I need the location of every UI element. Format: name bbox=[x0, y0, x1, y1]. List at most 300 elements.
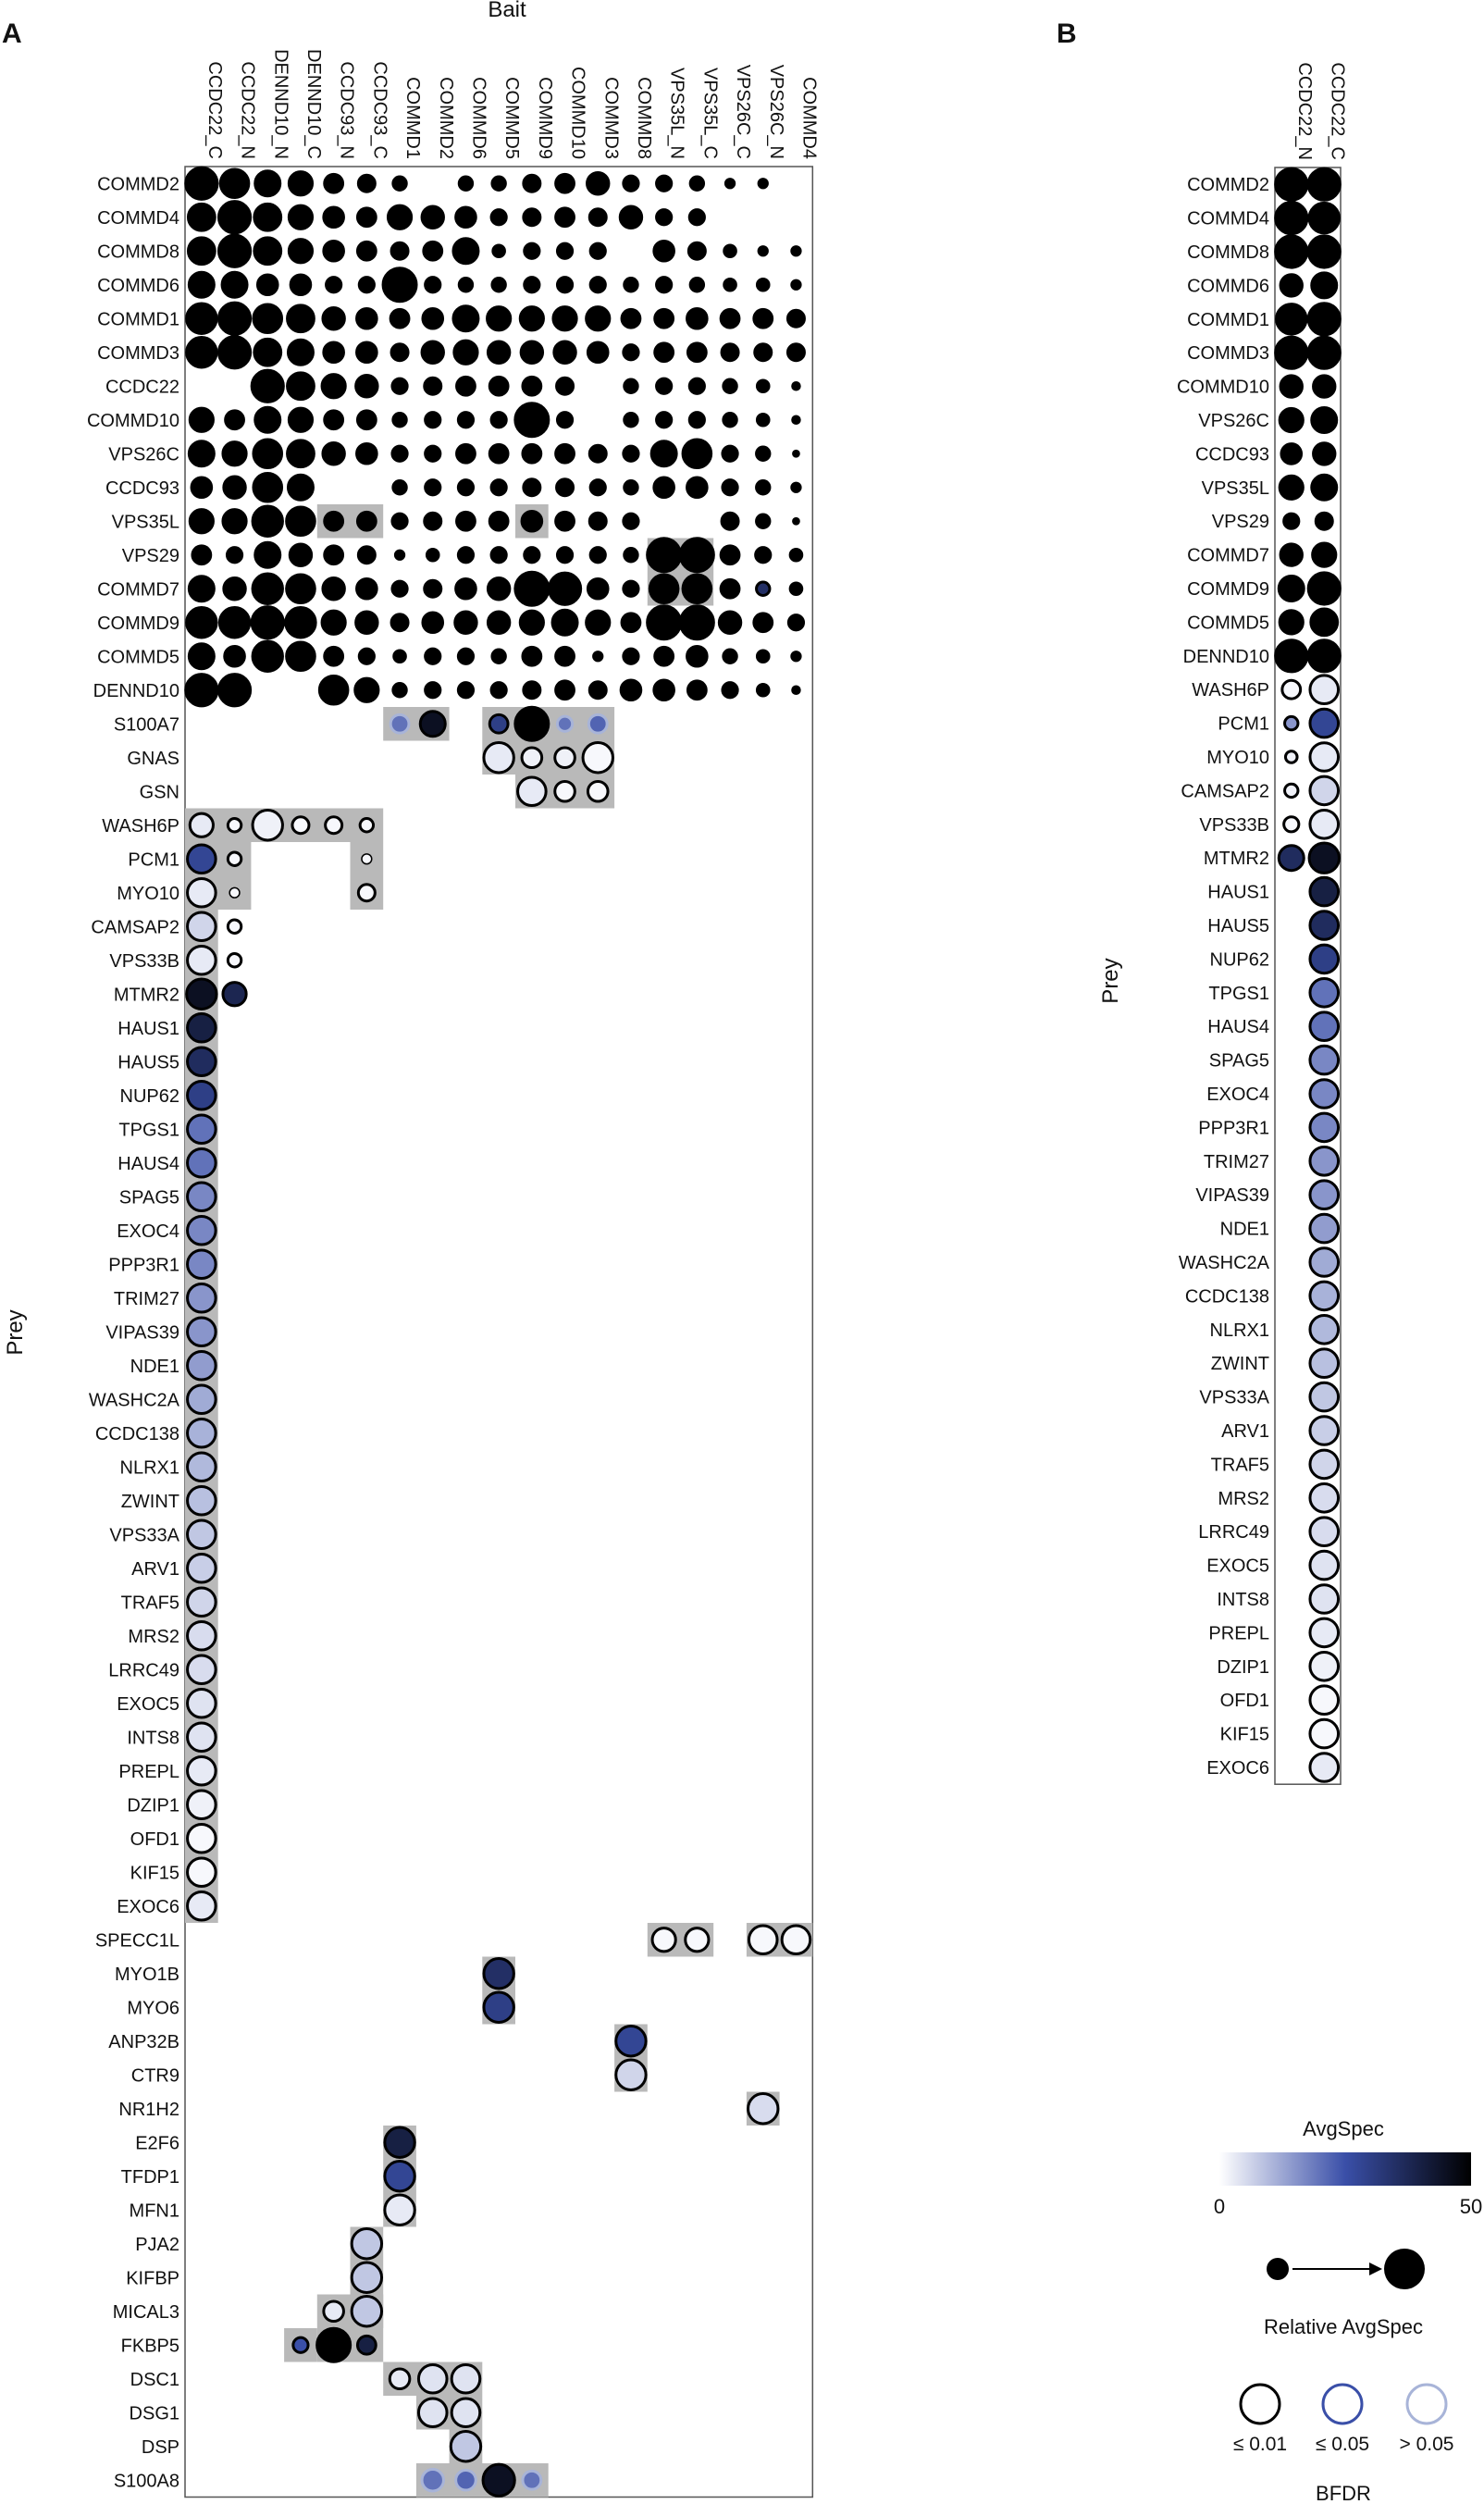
data-dot bbox=[589, 209, 606, 226]
prey-label: CCDC138 bbox=[94, 1423, 179, 1444]
data-dot bbox=[322, 611, 345, 634]
data-dot bbox=[790, 549, 802, 561]
data-dot bbox=[1308, 304, 1340, 335]
prey-label: FKBP5 bbox=[120, 2336, 179, 2357]
data-dot bbox=[1310, 1551, 1339, 1580]
data-dot bbox=[356, 376, 377, 397]
data-dot bbox=[491, 413, 506, 428]
color-gradient-bar bbox=[1219, 2152, 1471, 2186]
data-dot bbox=[651, 441, 676, 466]
data-dot bbox=[357, 308, 377, 328]
bait-label: DENND10_N bbox=[270, 49, 291, 159]
data-dot bbox=[757, 582, 770, 595]
data-dot bbox=[557, 278, 572, 292]
prey-label: SPAG5 bbox=[118, 1187, 179, 1209]
data-dot bbox=[385, 2195, 414, 2225]
data-dot bbox=[190, 510, 213, 533]
data-dot bbox=[352, 2229, 381, 2259]
data-dot bbox=[1276, 640, 1307, 672]
bait-label: VPS26C_N bbox=[765, 64, 786, 159]
data-dot bbox=[657, 210, 672, 225]
data-dot bbox=[458, 480, 473, 495]
data-dot bbox=[1285, 716, 1298, 729]
prey-label: VPS26C bbox=[1198, 411, 1269, 431]
data-dot bbox=[556, 647, 575, 665]
data-dot bbox=[257, 275, 278, 295]
data-dot bbox=[192, 477, 212, 498]
data-dot bbox=[218, 303, 250, 334]
data-dot bbox=[549, 573, 580, 604]
prey-label: COMMD1 bbox=[1187, 309, 1269, 330]
data-dot bbox=[1309, 203, 1339, 232]
data-dot bbox=[253, 574, 282, 603]
data-dot bbox=[425, 378, 441, 394]
prey-label: COMMD10 bbox=[86, 410, 179, 431]
data-dot bbox=[488, 578, 509, 600]
data-dot bbox=[188, 1148, 216, 1177]
data-dot bbox=[622, 309, 640, 328]
data-dot bbox=[190, 813, 213, 837]
data-dot bbox=[324, 2301, 344, 2322]
prey-label: WASH6P bbox=[1192, 680, 1269, 701]
data-dot bbox=[1281, 444, 1302, 465]
prey-label: WASH6P bbox=[102, 815, 179, 837]
prey-label: TRIM27 bbox=[113, 1288, 179, 1309]
prey-label: CCDC22 bbox=[105, 377, 179, 398]
prey-label: PREPL bbox=[1208, 1623, 1269, 1644]
data-dot bbox=[616, 2027, 646, 2056]
data-dot bbox=[359, 278, 374, 292]
data-dot bbox=[288, 305, 315, 332]
data-dot bbox=[188, 1520, 216, 1549]
data-dot bbox=[352, 2297, 381, 2326]
data-dot bbox=[589, 682, 606, 699]
data-dot bbox=[757, 514, 770, 527]
data-dot bbox=[356, 612, 377, 633]
data-dot bbox=[590, 278, 605, 292]
data-dot bbox=[1310, 1113, 1339, 1142]
data-dot bbox=[189, 441, 214, 466]
size-legend-large-dot bbox=[1384, 2249, 1425, 2289]
data-dot bbox=[758, 179, 768, 189]
data-dot bbox=[723, 414, 736, 427]
data-dot bbox=[791, 279, 801, 290]
prey-label: PJA2 bbox=[135, 2234, 179, 2255]
data-dot bbox=[723, 446, 737, 461]
data-dot bbox=[1308, 640, 1340, 672]
data-dot bbox=[520, 307, 543, 330]
data-dot bbox=[457, 512, 476, 530]
data-dot bbox=[484, 1992, 513, 2022]
prey-label: NUP62 bbox=[119, 1085, 179, 1107]
data-dot bbox=[792, 382, 800, 390]
data-dot bbox=[255, 407, 280, 432]
data-dot bbox=[689, 378, 704, 393]
prey-label: VPS33B bbox=[1199, 814, 1269, 836]
prey-label: VIPAS39 bbox=[105, 1322, 179, 1344]
data-dot bbox=[687, 308, 708, 328]
prey-label: PPP3R1 bbox=[1198, 1118, 1269, 1139]
data-dot bbox=[289, 172, 312, 195]
data-dot bbox=[757, 380, 769, 392]
data-dot bbox=[523, 377, 541, 395]
bfdr-label-medium: ≤ 0.05 bbox=[1315, 2434, 1370, 2455]
data-dot bbox=[1279, 576, 1304, 601]
bait-label: COMMD1 bbox=[402, 77, 424, 159]
data-dot bbox=[327, 278, 341, 292]
prey-label: HAUS4 bbox=[117, 1153, 179, 1174]
data-dot bbox=[1276, 337, 1307, 368]
bait-label: CCDC93_N bbox=[336, 61, 357, 159]
data-dot bbox=[1310, 877, 1339, 906]
prey-label: COMMD6 bbox=[1187, 276, 1269, 297]
data-dot bbox=[489, 512, 508, 530]
data-dot bbox=[522, 511, 542, 531]
data-dot bbox=[1310, 1754, 1339, 1782]
prey-label: CCDC138 bbox=[1184, 1286, 1269, 1308]
data-dot bbox=[456, 207, 476, 228]
data-dot bbox=[491, 210, 506, 225]
data-dot bbox=[458, 413, 473, 428]
data-dot bbox=[289, 408, 312, 431]
prey-label: COMMD5 bbox=[97, 647, 179, 668]
data-dot bbox=[557, 243, 572, 258]
prey-label: ZWINT bbox=[1210, 1354, 1269, 1375]
color-legend-min: 0 bbox=[1213, 2195, 1226, 2218]
data-dot bbox=[521, 341, 542, 363]
data-dot bbox=[657, 378, 672, 393]
data-dot bbox=[1276, 236, 1307, 267]
data-dot bbox=[187, 338, 216, 367]
data-dot bbox=[624, 176, 638, 191]
data-dot bbox=[687, 477, 708, 498]
data-dot bbox=[390, 714, 409, 733]
prey-label: VPS35L bbox=[1201, 477, 1269, 499]
prey-label: MTMR2 bbox=[113, 985, 179, 1006]
prey-label: COMMD8 bbox=[1187, 242, 1269, 263]
prey-label: COMMD8 bbox=[97, 242, 179, 263]
data-dot bbox=[587, 342, 608, 363]
bait-label: VPS35L_C bbox=[699, 68, 721, 159]
prey-label: CAMSAP2 bbox=[91, 917, 179, 938]
prey-label: COMMD6 bbox=[97, 275, 179, 296]
bfdr-label-weak: > 0.05 bbox=[1399, 2434, 1454, 2455]
data-dot bbox=[625, 379, 637, 392]
data-dot bbox=[1280, 476, 1303, 499]
data-dot bbox=[453, 306, 478, 331]
data-dot bbox=[188, 1723, 216, 1752]
data-dot bbox=[523, 2471, 541, 2489]
prey-label: COMMD3 bbox=[1187, 343, 1269, 365]
data-dot bbox=[1310, 1316, 1339, 1345]
data-dot bbox=[360, 819, 373, 832]
data-dot bbox=[1316, 513, 1332, 529]
prey-label: TPGS1 bbox=[118, 1120, 179, 1141]
data-dot bbox=[188, 1318, 216, 1346]
data-dot bbox=[288, 440, 315, 467]
prey-label: GSN bbox=[139, 782, 179, 803]
data-dot bbox=[192, 546, 211, 564]
data-dot bbox=[188, 946, 216, 974]
data-dot bbox=[355, 678, 378, 701]
data-dot bbox=[654, 680, 674, 700]
data-dot bbox=[557, 378, 574, 394]
data-dot bbox=[458, 548, 473, 563]
data-dot bbox=[792, 686, 800, 694]
data-dot bbox=[524, 682, 540, 699]
panel-a-letter: A bbox=[2, 19, 22, 49]
data-dot bbox=[453, 239, 478, 264]
color-legend-max: 50 bbox=[1459, 2195, 1483, 2218]
data-dot bbox=[426, 480, 440, 495]
prey-label: COMMD2 bbox=[97, 174, 179, 195]
data-dot bbox=[222, 272, 247, 297]
data-dot bbox=[359, 649, 374, 663]
prey-label: MRS2 bbox=[128, 1626, 179, 1647]
data-dot bbox=[323, 443, 344, 465]
bfdr-title: BFDR bbox=[1316, 2482, 1371, 2504]
bait-label: VPS35L_N bbox=[666, 68, 687, 159]
prey-label: VPS29 bbox=[1211, 512, 1269, 533]
data-dot bbox=[390, 2369, 410, 2389]
data-dot bbox=[1285, 784, 1298, 797]
data-dot bbox=[188, 1351, 216, 1380]
data-dot bbox=[1310, 1046, 1339, 1074]
prey-label: NDE1 bbox=[130, 1356, 179, 1377]
data-dot bbox=[188, 1621, 216, 1650]
data-dot bbox=[648, 539, 681, 572]
bait-label: COMMD5 bbox=[501, 77, 523, 159]
data-dot bbox=[491, 480, 506, 495]
data-dot bbox=[491, 683, 506, 698]
data-dot bbox=[1280, 376, 1302, 397]
data-dot bbox=[288, 475, 313, 500]
prey-label: COMMD7 bbox=[97, 579, 179, 601]
bfdr-ring-medium bbox=[1323, 2385, 1362, 2423]
data-dot bbox=[287, 507, 315, 536]
data-dot bbox=[1310, 1080, 1339, 1109]
data-dot bbox=[1312, 273, 1337, 298]
data-dot bbox=[383, 268, 416, 302]
data-dot bbox=[390, 309, 409, 328]
data-dot bbox=[188, 1689, 216, 1717]
data-dot bbox=[292, 817, 309, 834]
data-dot bbox=[228, 954, 241, 967]
bait-label: DENND10_C bbox=[303, 49, 324, 159]
data-dot bbox=[484, 1959, 513, 1989]
data-dot bbox=[1310, 1686, 1339, 1715]
data-dot bbox=[455, 612, 476, 633]
data-dot bbox=[723, 379, 736, 392]
data-dot bbox=[624, 581, 638, 596]
data-dot bbox=[293, 2337, 308, 2352]
data-dot bbox=[686, 1928, 709, 1952]
bait-label: COMMD4 bbox=[798, 77, 820, 159]
data-dot bbox=[723, 683, 737, 698]
data-dot bbox=[590, 548, 605, 563]
prey-label: EXOC5 bbox=[117, 1693, 179, 1715]
data-dot bbox=[225, 646, 245, 666]
data-dot bbox=[721, 579, 739, 598]
data-dot bbox=[1310, 776, 1339, 805]
bait-label: CCDC22_N bbox=[1293, 62, 1315, 160]
data-dot bbox=[1280, 611, 1303, 634]
data-dot bbox=[793, 451, 799, 457]
data-dot bbox=[721, 309, 739, 328]
data-dot bbox=[488, 307, 511, 330]
bait-label: CCDC22_N bbox=[237, 61, 258, 159]
data-dot bbox=[1310, 1248, 1339, 1277]
data-dot bbox=[525, 278, 539, 292]
bait-label: COMMD2 bbox=[435, 77, 456, 159]
data-dot bbox=[524, 479, 540, 496]
data-dot bbox=[1312, 475, 1337, 500]
data-dot bbox=[723, 650, 736, 663]
prey-label: VPS33A bbox=[1199, 1387, 1269, 1408]
data-dot bbox=[492, 279, 505, 291]
data-dot bbox=[524, 209, 540, 226]
prey-label: VPS35L bbox=[111, 512, 179, 533]
data-dot bbox=[188, 1115, 216, 1144]
data-dot bbox=[188, 1486, 216, 1515]
prey-label: COMMD5 bbox=[1187, 613, 1269, 634]
prey-label: COMMD4 bbox=[1187, 208, 1269, 229]
data-dot bbox=[624, 345, 638, 360]
prey-label: TRIM27 bbox=[1203, 1151, 1269, 1172]
panel-b-dotplot bbox=[1177, 62, 1347, 1784]
data-dot bbox=[748, 2094, 778, 2124]
data-dot bbox=[555, 781, 575, 801]
data-dot bbox=[391, 242, 408, 259]
data-dot bbox=[1310, 1417, 1339, 1445]
prey-label: NR1H2 bbox=[118, 2099, 179, 2120]
data-dot bbox=[1310, 1450, 1339, 1479]
data-dot bbox=[1310, 709, 1339, 738]
data-dot bbox=[689, 210, 704, 225]
data-dot bbox=[491, 548, 506, 563]
data-dot bbox=[323, 578, 344, 600]
prey-label: MICAL3 bbox=[112, 2301, 179, 2323]
data-dot bbox=[357, 443, 377, 464]
data-dot bbox=[392, 378, 407, 393]
data-dot bbox=[188, 1453, 216, 1481]
data-dot bbox=[724, 279, 736, 291]
data-dot bbox=[515, 707, 549, 740]
data-dot bbox=[392, 514, 407, 528]
data-dot bbox=[523, 647, 541, 665]
data-dot bbox=[456, 2470, 476, 2490]
data-dot bbox=[680, 606, 713, 639]
data-dot bbox=[385, 2162, 414, 2191]
prey-label: EXOC6 bbox=[117, 1896, 179, 1917]
data-dot bbox=[648, 606, 681, 639]
data-dot bbox=[254, 304, 282, 333]
data-dot bbox=[792, 415, 800, 424]
data-dot bbox=[1310, 1181, 1339, 1209]
data-dot bbox=[392, 446, 407, 461]
prey-label: LRRC49 bbox=[1198, 1522, 1269, 1543]
data-dot bbox=[652, 1928, 675, 1952]
data-dot bbox=[555, 748, 575, 768]
data-dot bbox=[223, 442, 246, 465]
data-dot bbox=[229, 887, 240, 898]
data-dot bbox=[754, 614, 773, 632]
prey-label: DSC1 bbox=[130, 2369, 179, 2390]
data-dot bbox=[488, 341, 509, 363]
prey-label: COMMD7 bbox=[1187, 545, 1269, 566]
prey-label: LRRC49 bbox=[108, 1660, 179, 1681]
data-dot bbox=[1314, 376, 1335, 397]
data-dot bbox=[287, 575, 315, 603]
data-dot bbox=[757, 447, 770, 460]
bait-label: COMMD8 bbox=[633, 77, 654, 159]
bait-label: VPS26C_C bbox=[733, 64, 754, 159]
data-dot bbox=[657, 278, 672, 292]
data-dot bbox=[754, 309, 773, 328]
data-dot bbox=[1310, 1518, 1339, 1546]
data-dot bbox=[1310, 945, 1339, 973]
prey-label: HAUS1 bbox=[117, 1018, 179, 1039]
size-legend-small-dot bbox=[1267, 2258, 1289, 2280]
data-dot bbox=[224, 578, 245, 600]
panel-b-y-title: Prey bbox=[1098, 958, 1123, 1004]
data-dot bbox=[188, 1081, 216, 1109]
data-dot bbox=[525, 548, 539, 563]
data-dot bbox=[719, 612, 740, 633]
bait-label: CCDC22_C bbox=[1327, 62, 1348, 160]
data-dot bbox=[323, 308, 344, 329]
prey-label: PCM1 bbox=[128, 849, 179, 871]
data-dot bbox=[1310, 1618, 1339, 1647]
data-dot bbox=[587, 307, 610, 330]
data-dot bbox=[189, 272, 214, 297]
data-dot bbox=[557, 413, 572, 428]
data-dot bbox=[587, 611, 610, 634]
data-dot bbox=[358, 885, 375, 901]
prey-label: MYO10 bbox=[117, 883, 179, 904]
data-dot bbox=[451, 2432, 480, 2461]
data-dot bbox=[1310, 1653, 1339, 1681]
size-legend-arrow-head bbox=[1369, 2262, 1382, 2275]
prey-label: S100A7 bbox=[113, 714, 179, 736]
data-dot bbox=[254, 473, 282, 502]
data-dot bbox=[287, 642, 315, 671]
data-dot bbox=[457, 377, 476, 395]
prey-label: CCDC93 bbox=[105, 477, 179, 499]
data-dot bbox=[188, 1183, 216, 1211]
prey-label: ANP32B bbox=[108, 2031, 179, 2052]
data-dot bbox=[587, 781, 608, 801]
data-dot bbox=[288, 373, 315, 400]
prey-label: S100A8 bbox=[113, 2471, 179, 2492]
prey-label: CCDC93 bbox=[1194, 444, 1269, 465]
data-dot bbox=[1310, 911, 1339, 940]
data-dot bbox=[492, 650, 505, 663]
data-dot bbox=[687, 646, 708, 666]
prey-label: ZWINT bbox=[120, 1491, 179, 1512]
data-dot bbox=[782, 1926, 810, 1954]
data-dot bbox=[1309, 843, 1339, 873]
data-dot bbox=[352, 2262, 381, 2292]
data-dot bbox=[424, 242, 442, 260]
data-dot bbox=[393, 684, 406, 697]
prey-label: VPS29 bbox=[121, 545, 179, 566]
data-dot bbox=[187, 304, 216, 333]
data-dot bbox=[522, 748, 542, 768]
data-dot bbox=[1308, 168, 1340, 200]
data-dot bbox=[1314, 443, 1335, 465]
data-dot bbox=[525, 243, 539, 258]
